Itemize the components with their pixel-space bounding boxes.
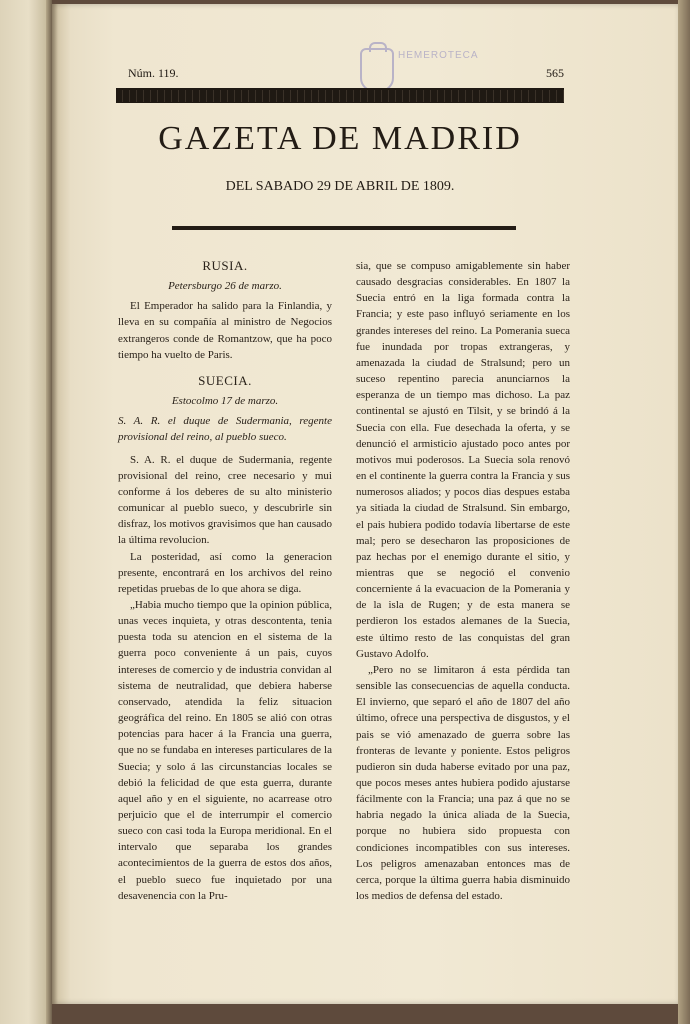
masthead-date: DEL SABADO 29 DE ABRIL DE 1809. [225,179,455,194]
section-heading-russia: RUSIA. [202,258,248,273]
issue-header [128,66,564,84]
header-rule [116,88,564,103]
dateline-sweden: Estocolmo 17 de marzo. [171,395,279,408]
stamp-text: HEMEROTECA [398,50,479,61]
page-gutter-shadow [52,4,58,1004]
page-edge [678,0,690,1024]
masthead-title: GAZETA DE MADRID [158,120,522,157]
facing-page [0,0,52,1024]
right-column [356,258,570,904]
paragraph: „Habia mucho tiempo que la opinion pública, unas veces inquieta, y otras descontenta, tenia puesta toda su atencion en el sistema de la guerra poco conveniente á un pais, cuyos intereses de comercio y de industria convidan al sistema de neutralidad, que debiera haberse conservado, atendida la feliz situacion geográfica del reino. En 1805 se alió con otras potencias para hacer á la Francia una guerra, que no se fundaba en intereses particulares de la Suecia; y solo á las circunstancias locales se debió la felicidad de que esta guerra, durante aquel año y en el siguiente, no acarrease otro perjuicio que el de interrumpir el comercio sueco con casi toda la Europa meridional. En el intervalo que separaba los grandes acontecimientos de la guerra de estos dos años, el pueblo sueco fue inquietado por una desavenencia con la Pru- [118,598,332,902]
paragraph: La posteridad, así como la generacion presente, encontrará en los archivos del reino repetidas pruebas de lo que ahora se diga. [118,550,332,595]
paragraph-russia: El Emperador ha salido para la Finlandia, y lleva en su compañía al ministro de Negocios extrangeros conde de Romantzow, que ha poco tiempo ha vuelto de Paris. [118,300,332,361]
issue-number: Núm. 119. [128,66,179,80]
left-column [118,258,332,904]
paragraph: sia, que se compuso amigablemente sin haber causado desgracias considerables. En 1807 la Suecia entró en la liga formada contra la Francia; y este paso influyó seriamente en los grandes intereses del reino. La Pomerania sueca fue inundada por tropas extrangeras, y amenazada la ciudad de Stralsund; pero un suceso repentino parecia anunciarnos la esperanza de un tiempo mas dichoso. La paz continental se ajustó en Tilsit, y se brindó á la Suecia con ella. Fue desechada la oferta, y se denunció el armisticio ajustado poco antes por motivos mui poderosos. La Suecia sola renovó en el continente la guerra contra la Francia y sus numerosos aliados; y pocos dias despues estaba ya sitiada la ciudad de Stralsund. Sin embargo, el pais hubiera podido todavía libertarse de este mal; pero se desecharon las proposiciones de paz hechas por el enemigo durante el sitio, y mientras que se negoció el convenio concerniente á la evacuacion de la Pomerania y de la isla de Rugen; y de esta manera se perdieron los estados alemanes de la Suecia, este último resto de las conquistas del gran Gustavo Adolfo. [356,260,570,660]
proclamation-caption: S. A. R. el duque de Sudermania, regente provisional del reino, al pueblo sueco. [118,415,332,444]
paragraph: „Pero no se limitaron á esta pérdida tan sensible las consecuencias de aquella conducta. El invierno, que separó el año de 1807 del año último, ofrece una perspectiva de disgustos, y el pais se vió amenazado de guerra sobre las fronteras de levante y poniente. Estos peligros pudieron sin duda haberse evitado por una paz, que pocos meses antes hubiera podido ajustarse fácilmente con la Francia; una paz á que no se habria negado la única aliada de la Suecia, porque no hubiera sido propuesta con condiciones incompatibles con sus intereses. Los peligros amenazaban entonces mas de cerca, porque la última guerra habia disminuido los medios de defensa del estado. [356,663,570,903]
section-heading-sweden: SUECIA. [198,372,252,388]
date-rule [172,226,516,230]
paragraph: S. A. R. el duque de Sudermania, regente provisional del reino, cree necesario y mui conforme á los deberes de su alto ministerio comunicar al pueblo sueco, y descubrirle sin disfraz, los motivos gravisimos que han causado la última revolucion. [118,453,332,547]
dateline-russia: Petersburgo 26 de marzo. [168,280,282,293]
page-number: 565 [546,66,564,80]
